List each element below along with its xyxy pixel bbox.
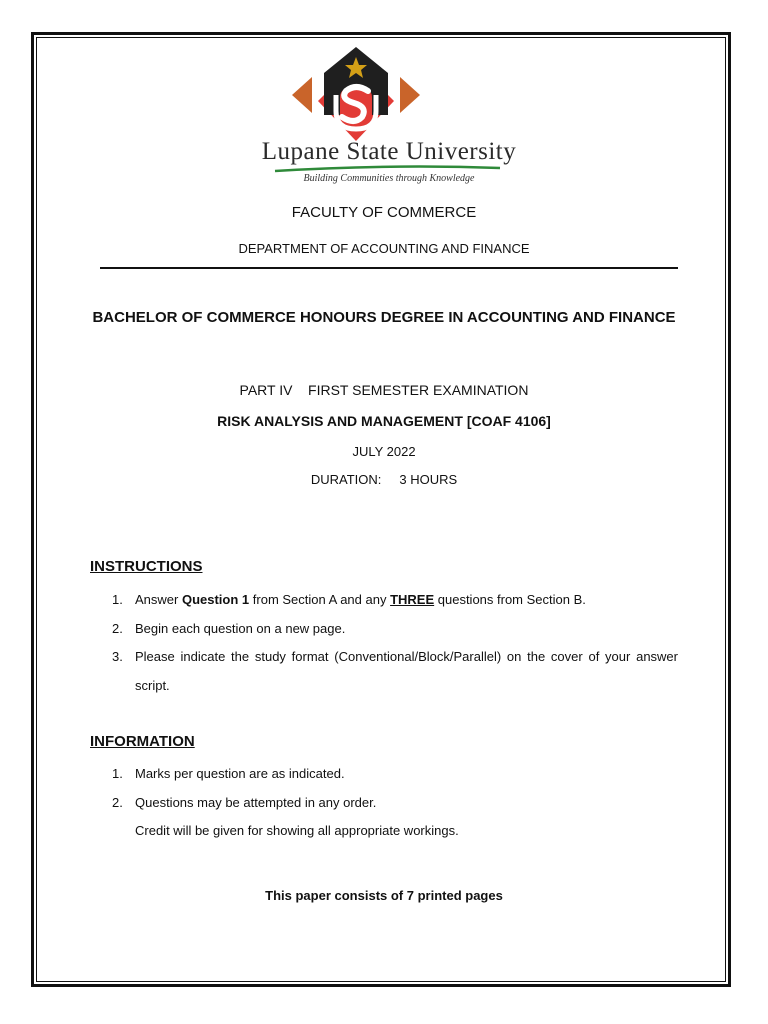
logo-left-arrow [292,77,312,113]
item-text: Questions may be attempted in any order. [135,794,377,810]
instruction-item [90,615,678,644]
item-number: 1. [112,592,123,607]
department-name: DEPARTMENT OF ACCOUNTING AND FINANCE [238,241,530,256]
item-text: Marks per question are as indicated. [135,766,345,781]
duration-label: DURATION: [310,472,382,487]
header-divider [100,267,678,269]
instructions-list [90,586,678,700]
item-text: Begin each question on a new page. [135,620,346,636]
item-number: 1. [112,766,123,781]
course-title: RISK ANALYSIS AND MANAGEMENT [COAF 4106] [217,413,551,429]
item-number: 2. [112,794,123,810]
exam-date: JULY 2022 [352,444,416,459]
bold-three: THREE [390,592,435,607]
university-logo [288,45,424,145]
information-heading: INFORMATION [90,733,195,750]
exam-part-line [0,382,768,398]
item-text: Answer Question 1 from Section A and any THREE questions from Section B. [135,592,586,607]
item-text: Credit will be given for showing all appropriate workings. [135,823,459,838]
logo-right-arrow [400,77,420,113]
bold-question-1: Question 1 [181,592,250,607]
instructions-heading: INSTRUCTIONS [90,558,203,575]
information-item [90,789,678,818]
exam-duration [0,472,768,487]
exam-part: PART IV [239,382,293,398]
page-count-note: This paper consists of 7 printed pages [265,888,503,903]
information-list [90,760,678,846]
information-item [90,760,678,789]
instruction-item [90,643,678,700]
logo-swoosh [270,165,505,173]
faculty-name: FACULTY OF COMMERCE [291,204,477,221]
exam-semester: FIRST SEMESTER EXAMINATION [308,382,529,398]
university-motto: Building Communities through Knowledge [303,173,475,184]
duration-value: 3 HOURS [399,472,458,487]
university-name: Lupane State University [261,138,517,165]
instruction-item [90,586,678,615]
item-number: 3. [112,649,123,664]
item-number: 2. [112,620,123,636]
degree-title: BACHELOR OF COMMERCE HONOURS DEGREE IN ACCOUNTING AND FINANCE [92,309,676,326]
information-item [90,817,678,846]
item-text: Please indicate the study format (Conventional/Block/Parallel) on the cover of your answer script. [135,649,678,693]
